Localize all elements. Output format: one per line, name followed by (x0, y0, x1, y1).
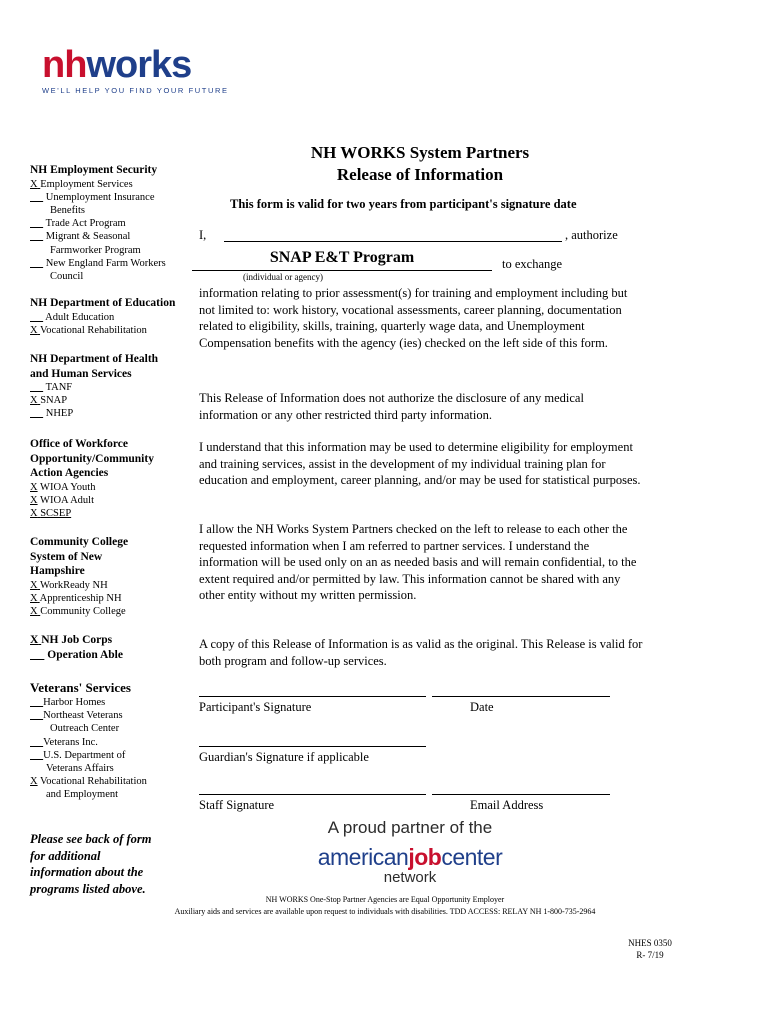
email-field[interactable] (432, 793, 610, 795)
i-label: I, (199, 228, 207, 242)
section-nhes: NH Employment Security X Employment Services Unemployment Insurance Benefits Trade Act Program Migrant & Seasonal Farmworker Program New England Farm Workers Council (30, 163, 190, 283)
checkbox-veterans-inc[interactable]: Veterans Inc. (43, 736, 98, 748)
logo-works: works (86, 44, 192, 86)
agency-hint: (individual or agency) (243, 272, 323, 282)
american-job-center-logo: A proud partner of the americanjobcenter network (317, 818, 503, 886)
footer-accessibility: Auxiliary aids and services are available upon request to individuals with disabilities. TDD ACCESS: RELAY NH 1-800-735-2964 (174, 907, 596, 916)
paragraph-5: A copy of this Release of Information is as valid as the original. This Release is valid for both program and follow-up services. (199, 637, 643, 668)
validity-note: This form is valid for two years from participant's signature date (230, 197, 577, 211)
checkbox-ne-veterans[interactable]: Northeast Veterans (43, 710, 123, 722)
checkbox-scsep[interactable]: X SCSEP (30, 507, 72, 519)
guardian-signature-field[interactable] (199, 745, 426, 747)
checkbox-community-college[interactable]: X Community College (30, 605, 126, 617)
checkbox-harbor-homes[interactable]: Harbor Homes (43, 697, 106, 708)
checkbox-us-dept-va[interactable]: U.S. Department of (43, 749, 126, 761)
participant-name-field[interactable] (224, 241, 562, 242)
checkbox-tanf[interactable]: TANF (45, 382, 73, 393)
checkbox-nh-job-corps[interactable]: X NH Job Corps (30, 634, 113, 646)
checkbox-nhep[interactable]: NHEP (45, 408, 74, 420)
checkbox-wioa-youth[interactable]: X WIOA Youth (30, 481, 96, 493)
section-veterans: Veterans' Services Harbor Homes Northeast Veterans Outreach Center Veterans Inc. U.S. Department of Veterans Affairs X Vocational Rehabilitation and Employment (30, 680, 190, 802)
date-label: Date (470, 700, 494, 714)
section-doe: NH Department of Education Adult Education X Vocational Rehabilitation (30, 296, 190, 337)
section-owo: Office of Workforce Opportunity/Community Action Agencies X WIOA Youth X WIOA Adult X SCSEP (30, 437, 190, 520)
checkbox-adult-education[interactable]: Adult Education (45, 311, 115, 323)
checkbox-workready-nh[interactable]: X WorkReady NH (30, 579, 108, 591)
nhworks-logo (42, 46, 229, 95)
checkbox-apprenticeship-nh[interactable]: X Apprenticeship NH (30, 592, 122, 604)
authorize-text: , authorize (565, 228, 618, 242)
checkbox-wioa-adult[interactable]: X WIOA Adult (30, 494, 94, 506)
checkbox-migrant-seasonal[interactable]: Migrant & Seasonal (45, 231, 131, 243)
section-jobcorps (30, 633, 190, 662)
staff-signature-field[interactable] (199, 793, 426, 795)
checkbox-employment-services[interactable]: X Employment Services (30, 178, 133, 190)
checkbox-snap[interactable]: X SNAP (30, 395, 68, 407)
checkbox-vre[interactable]: X Vocational Rehabilitation (30, 776, 147, 788)
section-dhhs: NH Department of Health and Human Services TANF X SNAP NHEP (30, 352, 190, 421)
program-name: SNAP E&T Program (269, 249, 415, 266)
footer-eoe: NH WORKS One-Stop Partner Agencies are Equal Opportunity Employer (265, 895, 505, 904)
staff-signature-label: Staff Signature (199, 798, 275, 812)
paragraph-2: This Release of Information does not authorize the disclosure of any medical information or any other restricted third party information. (199, 391, 584, 422)
email-label: Email Address (470, 798, 544, 812)
guardian-signature-label: Guardian's Signature if applicable (199, 750, 369, 764)
checkbox-vocational-rehab[interactable]: X Vocational Rehabilitation (30, 324, 147, 336)
back-note: Please see back of form for additional information about the programs listed above. (30, 832, 152, 896)
participant-signature-label: Participant's Signature (199, 700, 312, 714)
participant-signature-field[interactable] (199, 695, 426, 697)
checkbox-unemployment-insurance[interactable]: Unemployment Insurance (45, 191, 155, 203)
program-field[interactable] (192, 270, 492, 271)
checkbox-trade-act[interactable]: Trade Act Program (45, 218, 126, 230)
form-number: NHES 0350 R- 7/19 (628, 938, 672, 960)
logo-tagline: WE'LL HELP YOU FIND YOUR FUTURE (42, 86, 229, 95)
checkbox-ne-farm-workers[interactable]: New England Farm Workers (45, 257, 166, 269)
checkbox-operation-able[interactable]: Operation Able (47, 648, 123, 661)
to-exchange-text: to exchange (502, 257, 563, 271)
paragraph-3: I understand that this information may be used to determine eligibility for employment and training services, assist in the development of my individual training plan for education and employment, career planning, and/or may be used for statistical purposes. (199, 440, 641, 487)
section-ccsnh: Community College System of New Hampshire X WorkReady NH X Apprenticeship NH X Community College (30, 535, 190, 618)
paragraph-1: information relating to prior assessment(s) for training and employment including but not limited to: work history, vocational assessments, career planning, documentation related to eligibility, skills, training, quarterly wage data, and Unemployment Compensation benefits with the agency (ies) checked on the left side of this form. (199, 286, 628, 350)
paragraph-4: I allow the NH Works System Partners checked on the left to release to each other the requested information when I am referred to partner services. I understand the information will be used only on an as needed basis and will remain confidential, to the extent required and/or permitted by law. This information cannot be shared with any other entity without my written permission. (199, 522, 637, 602)
logo-nh: nh (42, 44, 87, 86)
date-field[interactable] (432, 695, 610, 697)
page-title: NH WORKS System Partners Release of Information (310, 143, 530, 184)
